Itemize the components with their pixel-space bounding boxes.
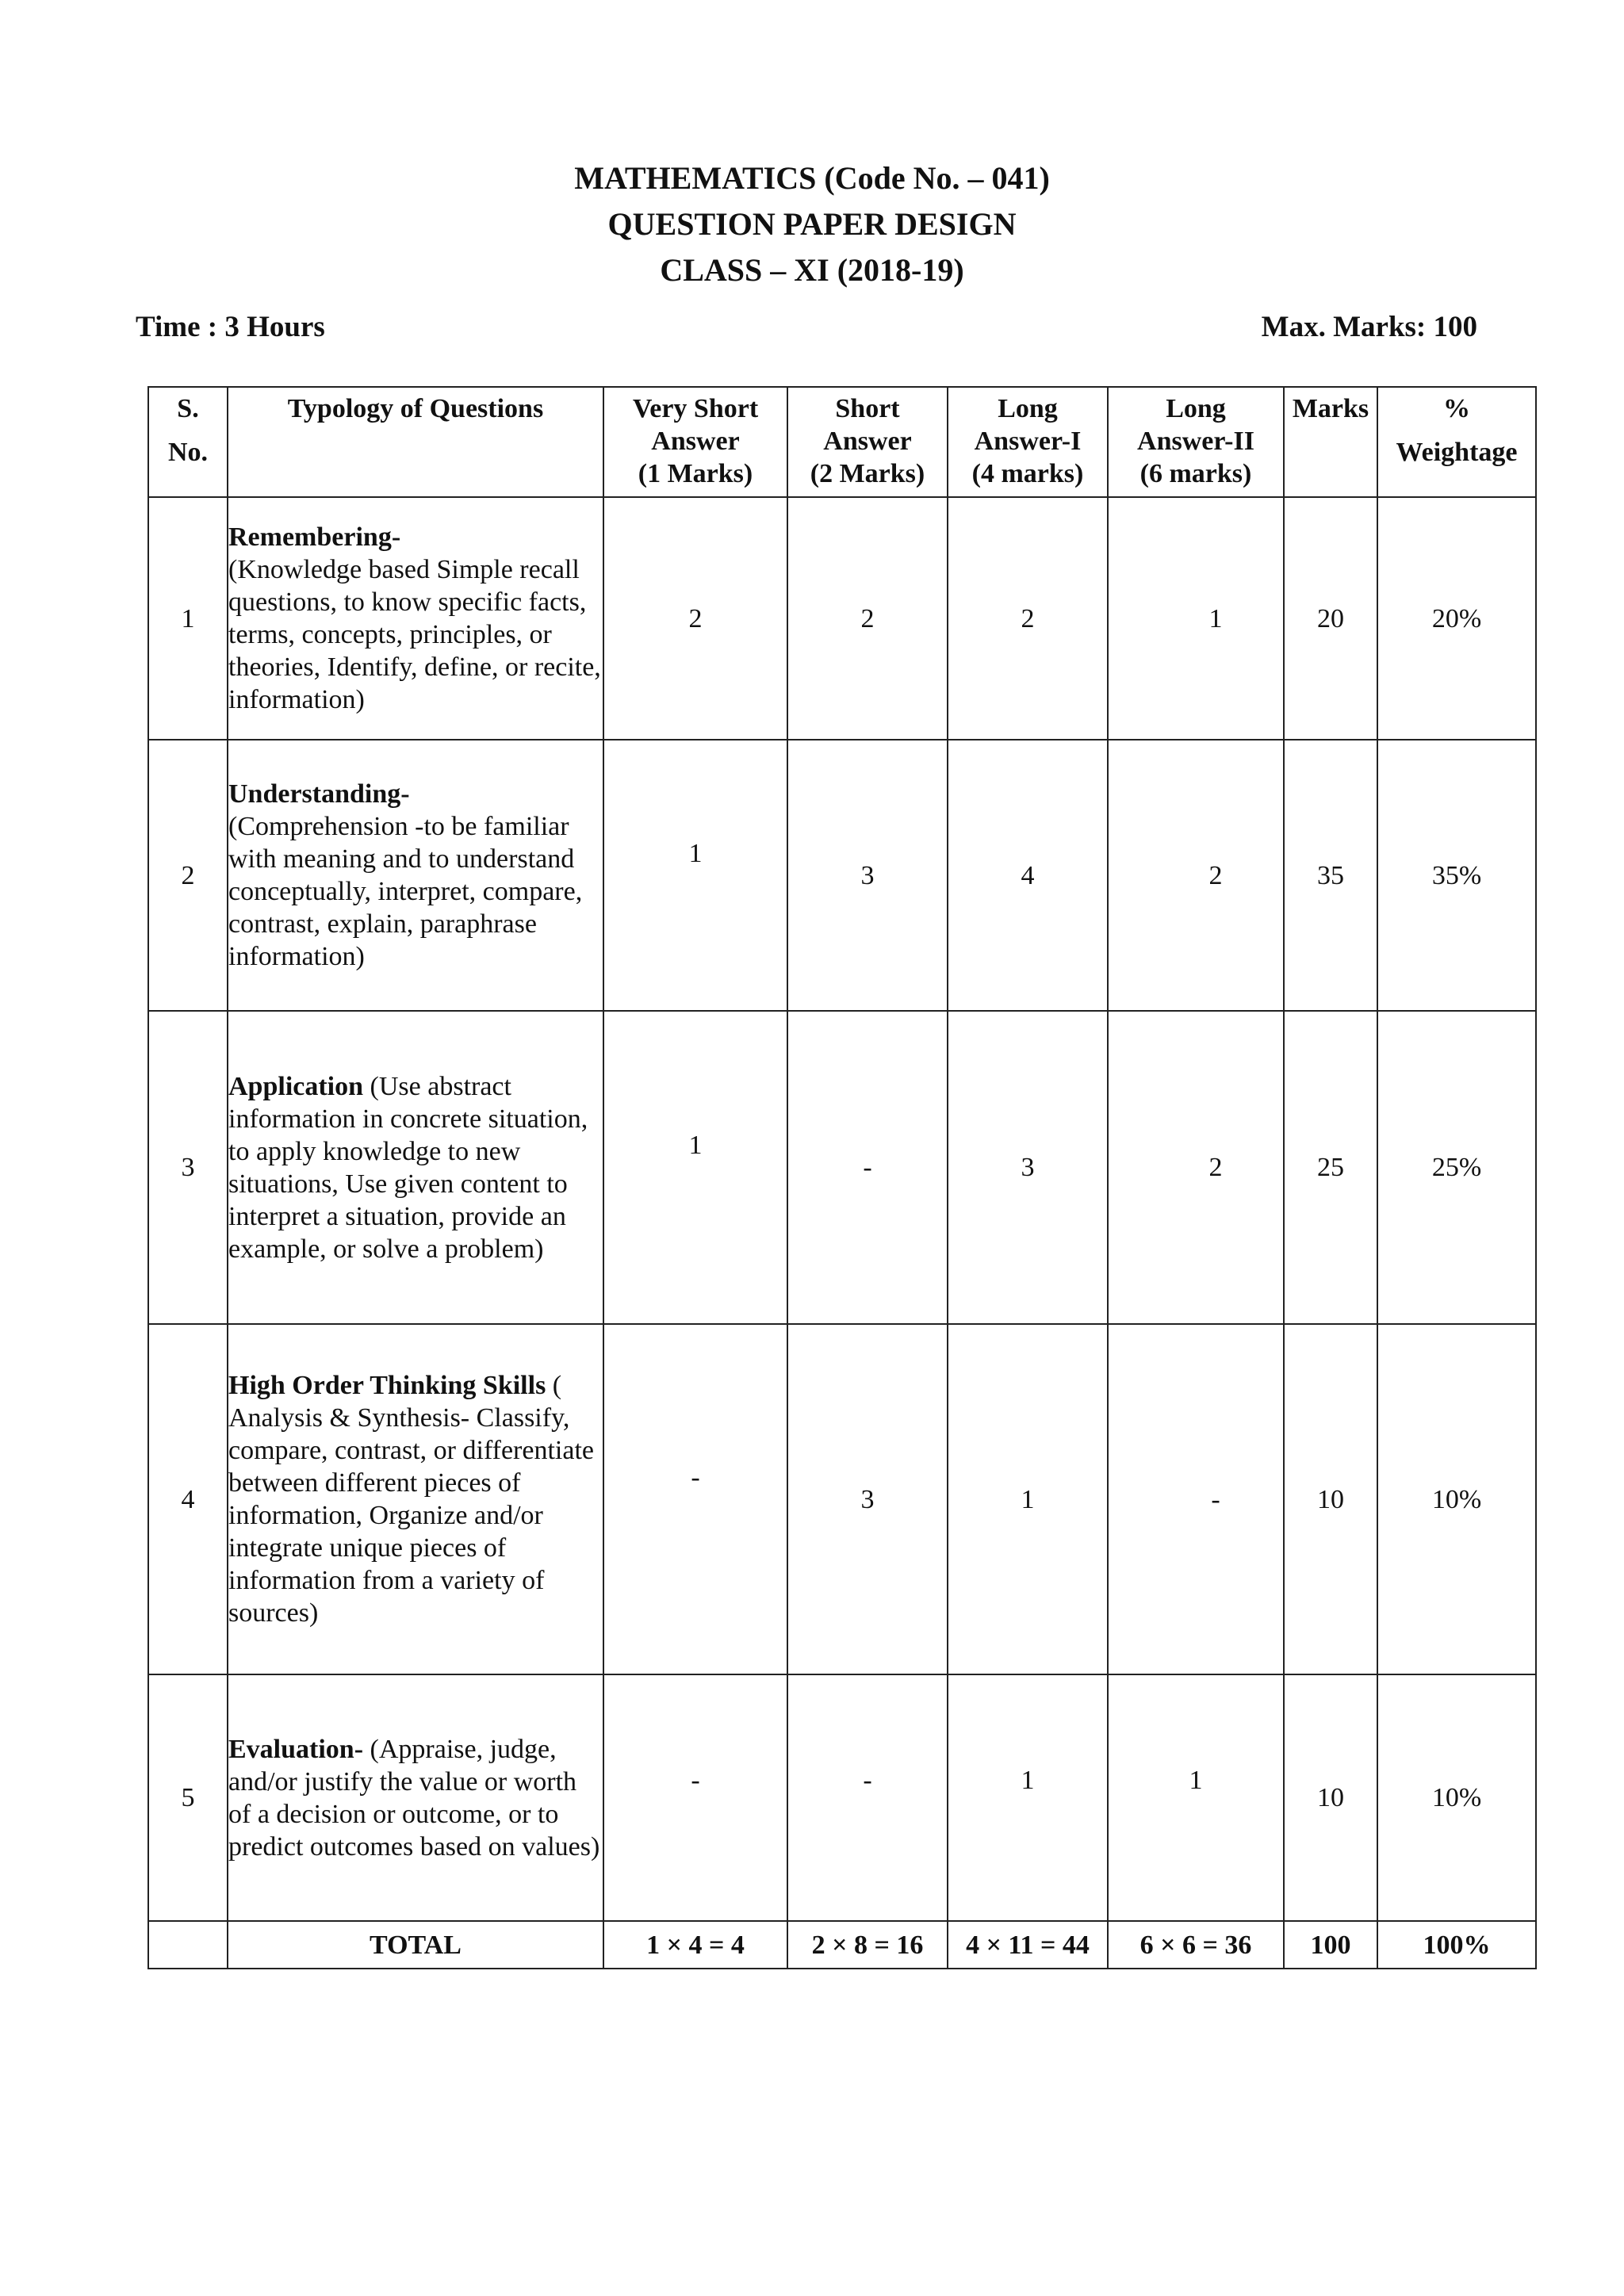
total-row bbox=[148, 1921, 1536, 1969]
typology-description: (Use abstract information in concrete situation, to apply knowledge to new situations, Use given content to interpret a situation, provide an example, or solve a problem) bbox=[228, 1071, 588, 1264]
cell-very-short-answer: 2 bbox=[603, 497, 787, 740]
question-paper-design-table bbox=[147, 386, 1537, 1969]
cell-long-answer-2: 1 bbox=[1108, 1674, 1284, 1921]
header-typology: Typology of Questions bbox=[228, 387, 603, 497]
typology-title: Remembering- bbox=[228, 522, 401, 552]
cell-long-answer-1: 1 bbox=[948, 1324, 1108, 1674]
table-header-row bbox=[148, 387, 1536, 497]
table-row bbox=[148, 1011, 1536, 1324]
total-empty-cell bbox=[148, 1921, 228, 1969]
header-marks: Marks bbox=[1284, 387, 1377, 497]
cell-weightage: 20% bbox=[1377, 497, 1536, 740]
total-long-answer-2: 6 × 6 = 36 bbox=[1108, 1921, 1284, 1969]
cell-marks: 25 bbox=[1284, 1011, 1377, 1324]
header-long-answer-2: Long Answer-II (6 marks) bbox=[1108, 387, 1284, 497]
cell-long-answer-1: 1 bbox=[948, 1674, 1108, 1921]
cell-long-answer-2: - bbox=[1108, 1324, 1284, 1674]
header-long-answer-1: Long Answer-I (4 marks) bbox=[948, 387, 1108, 497]
typology-description: (Comprehension -to be familiar with meaning and to understand conceptually, interpret, compare, contrast, explain, paraphrase information) bbox=[228, 812, 583, 971]
subject-title: MATHEMATICS (Code No. – 041) bbox=[574, 160, 1050, 196]
cell-long-answer-1: 4 bbox=[948, 740, 1108, 1011]
cell-short-answer: - bbox=[787, 1674, 948, 1921]
total-label: TOTAL bbox=[228, 1921, 603, 1969]
row-serial-number: 1 bbox=[148, 497, 228, 740]
table-row bbox=[148, 1324, 1536, 1674]
header-very-short-answer: Very Short Answer (1 Marks) bbox=[603, 387, 787, 497]
cell-long-answer-2: 2 bbox=[1108, 740, 1284, 1011]
row-typology bbox=[228, 497, 603, 740]
cell-weightage: 10% bbox=[1377, 1674, 1536, 1921]
total-very-short-answer: 1 × 4 = 4 bbox=[603, 1921, 787, 1969]
cell-very-short-answer: - bbox=[603, 1324, 787, 1674]
cell-marks: 35 bbox=[1284, 740, 1377, 1011]
cell-weightage: 10% bbox=[1377, 1324, 1536, 1674]
total-long-answer-1: 4 × 11 = 44 bbox=[948, 1921, 1108, 1969]
cell-short-answer: 3 bbox=[787, 1324, 948, 1674]
row-typology bbox=[228, 1674, 603, 1921]
row-serial-number: 5 bbox=[148, 1674, 228, 1921]
class-title: CLASS – XI (2018-19) bbox=[660, 252, 964, 288]
cell-very-short-answer: 1 bbox=[603, 1011, 787, 1324]
cell-weightage: 25% bbox=[1377, 1011, 1536, 1324]
cell-long-answer-2: 2 bbox=[1108, 1011, 1284, 1324]
max-marks-label: Max. Marks: 100 bbox=[1261, 311, 1477, 343]
row-typology bbox=[228, 1011, 603, 1324]
header-short-answer: Short Answer (2 Marks) bbox=[787, 387, 948, 497]
typology-title: Evaluation- bbox=[228, 1734, 364, 1764]
table-row bbox=[148, 1674, 1536, 1921]
cell-very-short-answer: 1 bbox=[603, 740, 787, 1011]
header-weightage: % Weightage bbox=[1377, 387, 1536, 497]
total-marks: 100 bbox=[1284, 1921, 1377, 1969]
table-row bbox=[148, 497, 1536, 740]
row-typology bbox=[228, 740, 603, 1011]
row-typology bbox=[228, 1324, 603, 1674]
row-serial-number: 2 bbox=[148, 740, 228, 1011]
paper-design-title: QUESTION PAPER DESIGN bbox=[607, 206, 1017, 242]
cell-weightage: 35% bbox=[1377, 740, 1536, 1011]
table-row bbox=[148, 740, 1536, 1011]
cell-short-answer: 2 bbox=[787, 497, 948, 740]
cell-marks: 10 bbox=[1284, 1674, 1377, 1921]
cell-long-answer-1: 3 bbox=[948, 1011, 1108, 1324]
cell-long-answer-2: 1 bbox=[1108, 497, 1284, 740]
cell-very-short-answer: - bbox=[603, 1674, 787, 1921]
header-serial-number: S. No. bbox=[148, 387, 228, 497]
total-weightage: 100% bbox=[1377, 1921, 1536, 1969]
typology-title: Application bbox=[228, 1071, 364, 1101]
time-label: Time : 3 Hours bbox=[136, 311, 325, 343]
row-serial-number: 4 bbox=[148, 1324, 228, 1674]
document-header bbox=[0, 155, 1624, 293]
row-serial-number: 3 bbox=[148, 1011, 228, 1324]
typology-description: (Appraise, judge, and/or justify the value or worth of a decision or outcome, or to predict outcomes based on values) bbox=[228, 1734, 600, 1862]
cell-marks: 20 bbox=[1284, 497, 1377, 740]
cell-marks: 10 bbox=[1284, 1324, 1377, 1674]
typology-title: Understanding- bbox=[228, 779, 410, 809]
typology-description: (Knowledge based Simple recall questions, to know specific facts, terms, concepts, principles, or theories, Identify, define, or recite, information) bbox=[228, 555, 601, 714]
cell-long-answer-1: 2 bbox=[948, 497, 1108, 740]
typology-description: ( Analysis & Synthesis- Classify, compare, contrast, or differentiate between different pieces of information, Organize and/or integrate unique pieces of information from a variety of sources) bbox=[228, 1371, 594, 1628]
cell-short-answer: 3 bbox=[787, 740, 948, 1011]
cell-short-answer: - bbox=[787, 1011, 948, 1324]
typology-title: High Order Thinking Skills bbox=[228, 1371, 546, 1400]
total-short-answer: 2 × 8 = 16 bbox=[787, 1921, 948, 1969]
